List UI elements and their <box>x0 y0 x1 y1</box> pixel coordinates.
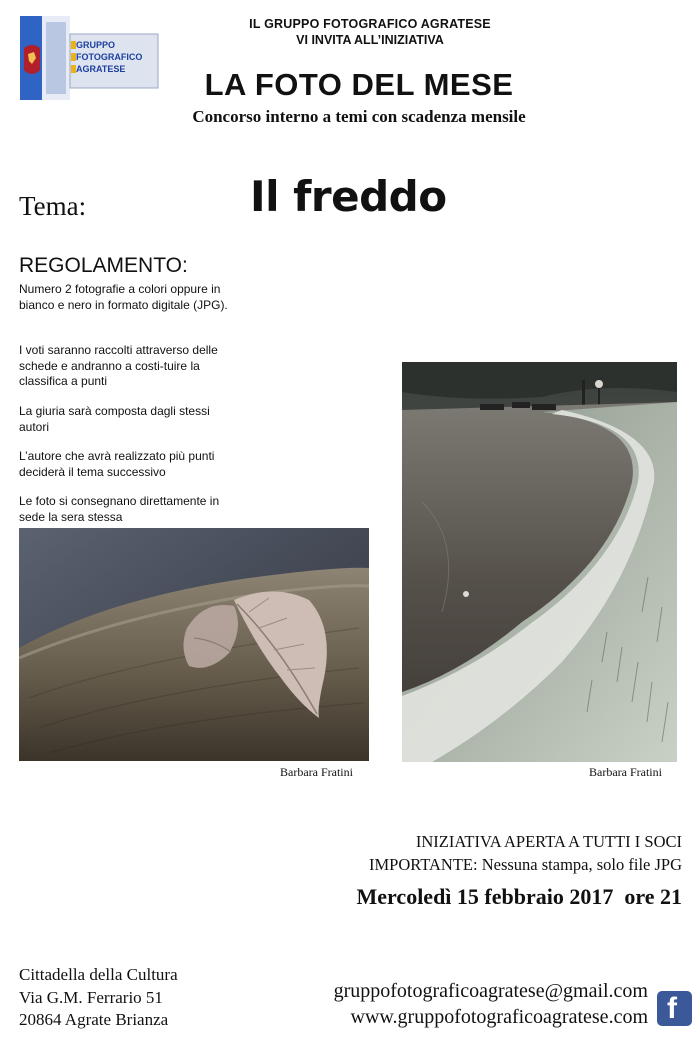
address-line: Via G.M. Ferrario 51 <box>19 988 163 1007</box>
invitation-line: VI INVITA ALL’INIZIATIVA <box>296 33 444 47</box>
page-title: LA FOTO DEL MESE <box>204 67 514 102</box>
facebook-letter: f <box>667 992 677 1025</box>
photo-frozen-pond <box>402 362 677 762</box>
website-link[interactable]: www.gruppofotograficoagratese.com <box>350 1006 648 1028</box>
rule-item: La giuria sarà composta dagli stessi autori <box>19 404 210 434</box>
organizer-line: IL GRUPPO FOTOGRAFICO AGRATESE <box>249 17 491 31</box>
theme-value: Il freddo <box>250 172 447 221</box>
logo-text-line1: GRUPPO <box>76 40 116 50</box>
facebook-icon[interactable] <box>657 991 692 1026</box>
event-date: Mercoledì 15 febbraio 2017 ore 21 <box>356 884 682 909</box>
rule-item: I voti saranno raccolti attraverso delle schede e andranno a costi-tuire la classifica a punti <box>19 343 218 388</box>
theme-label: Tema: <box>19 191 87 221</box>
important-note: IMPORTANTE: Nessuna stampa, solo file JPG <box>368 855 682 874</box>
rule-item: Le foto si consegnano direttamente in sede la sera stessa <box>19 494 220 524</box>
rule-item: Numero 2 fotografie a colori oppure in bianco e nero in formato digitale (JPG). <box>19 282 228 312</box>
logo-text-line3: AGRATESE <box>76 64 126 74</box>
address-line: 20864 Agrate Brianza <box>19 1010 169 1029</box>
rule-item: L’autore che avrà realizzato più punti deciderà il tema successivo <box>19 449 215 479</box>
logo-text-line2: FOTOGRAFICO <box>76 52 143 62</box>
photo-frosted-leaves <box>19 528 369 761</box>
photo-credit: Barbara Fratini <box>280 765 353 779</box>
open-to-members-note: INIZIATIVA APERTA A TUTTI I SOCI <box>415 832 682 851</box>
page-subtitle: Concorso interno a temi con scadenza mensile <box>192 107 526 126</box>
email-link[interactable]: gruppofotograficoagratese@gmail.com <box>333 980 648 1002</box>
rules-heading: REGOLAMENTO: <box>19 254 188 277</box>
address-line: Cittadella della Cultura <box>19 965 178 984</box>
photo-credit: Barbara Fratini <box>589 765 662 779</box>
